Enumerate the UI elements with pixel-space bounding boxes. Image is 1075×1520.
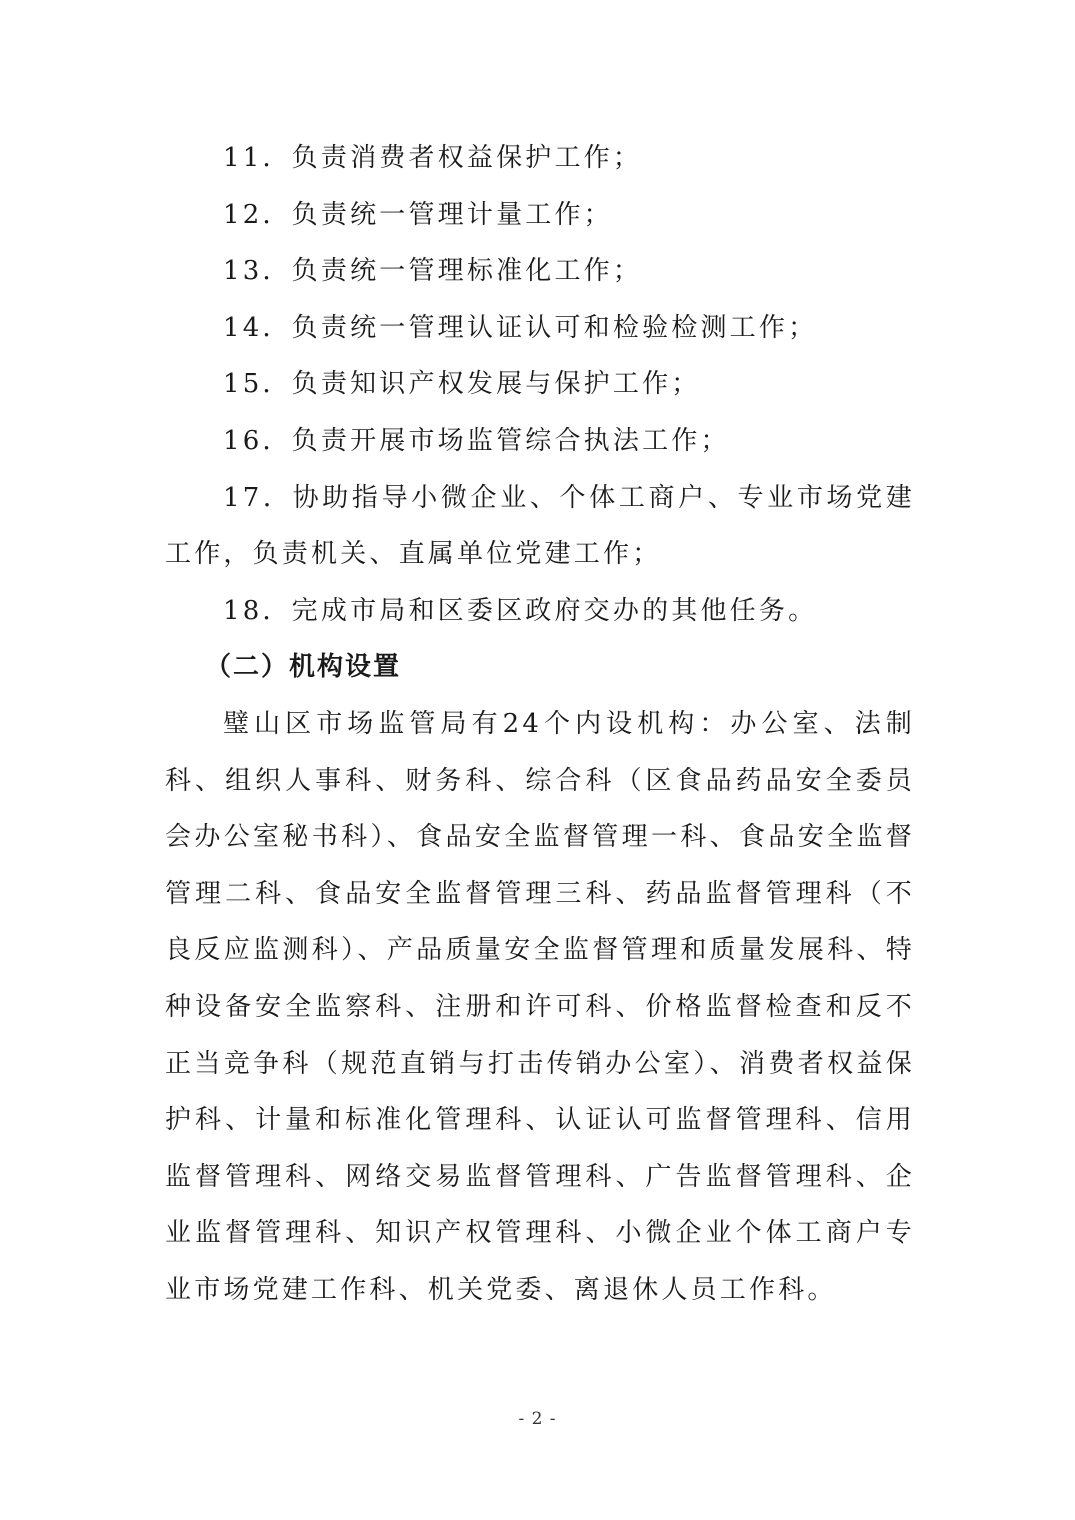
- duty-item-13: 13．负责统一管理标准化工作；: [223, 256, 643, 287]
- duty-item-11: 11．负责消费者权益保护工作；: [223, 143, 643, 173]
- duty-item-15: 15．负责知识产权发展与保护工作；: [223, 369, 701, 400]
- duty-item-18: 18．完成市局和区委区政府交办的其他任务。: [223, 595, 818, 626]
- duty-item-14: 14．负责统一管理认证认可和检验检测工作；: [223, 312, 818, 343]
- duty-item-17: 17．协助指导小微企业、个体工商户、专业市场党建工作，负责机关、直属单位党建工作；: [165, 482, 915, 570]
- page-number: - 2 -: [518, 1409, 557, 1429]
- document-body: [165, 130, 915, 1318]
- duty-item-12: 12．负责统一管理计量工作；: [223, 199, 613, 230]
- section-body: 璧山区市场监管局有24个内设机构：办公室、法制科、组织人事科、财务科、综合科（区食品药品安全委员会办公室秘书科）、食品安全监督管理一科、食品安全监督管理二科、食品安全监督管理三科、药品监督管理科（不良反应监测科）、产品质量安全监督管理和质量发展科、特种设备安全监察科、注册和许可科、价格监督检查和反不正当竞争科（规范直销与打击传销办公室）、消费者权益保护科、计量和标准化管理科、认证认可监督管理科、信用监督管理科、网络交易监督管理科、广告监督管理科、企业监督管理科、知识产权管理科、小微企业个体工商户专业市场党建工作科、机关党委、离退休人员工作科。: [165, 708, 915, 1305]
- section-heading: （二）机构设置: [205, 652, 402, 683]
- duty-item-16: 16．负责开展市场监管综合执法工作；: [223, 425, 730, 456]
